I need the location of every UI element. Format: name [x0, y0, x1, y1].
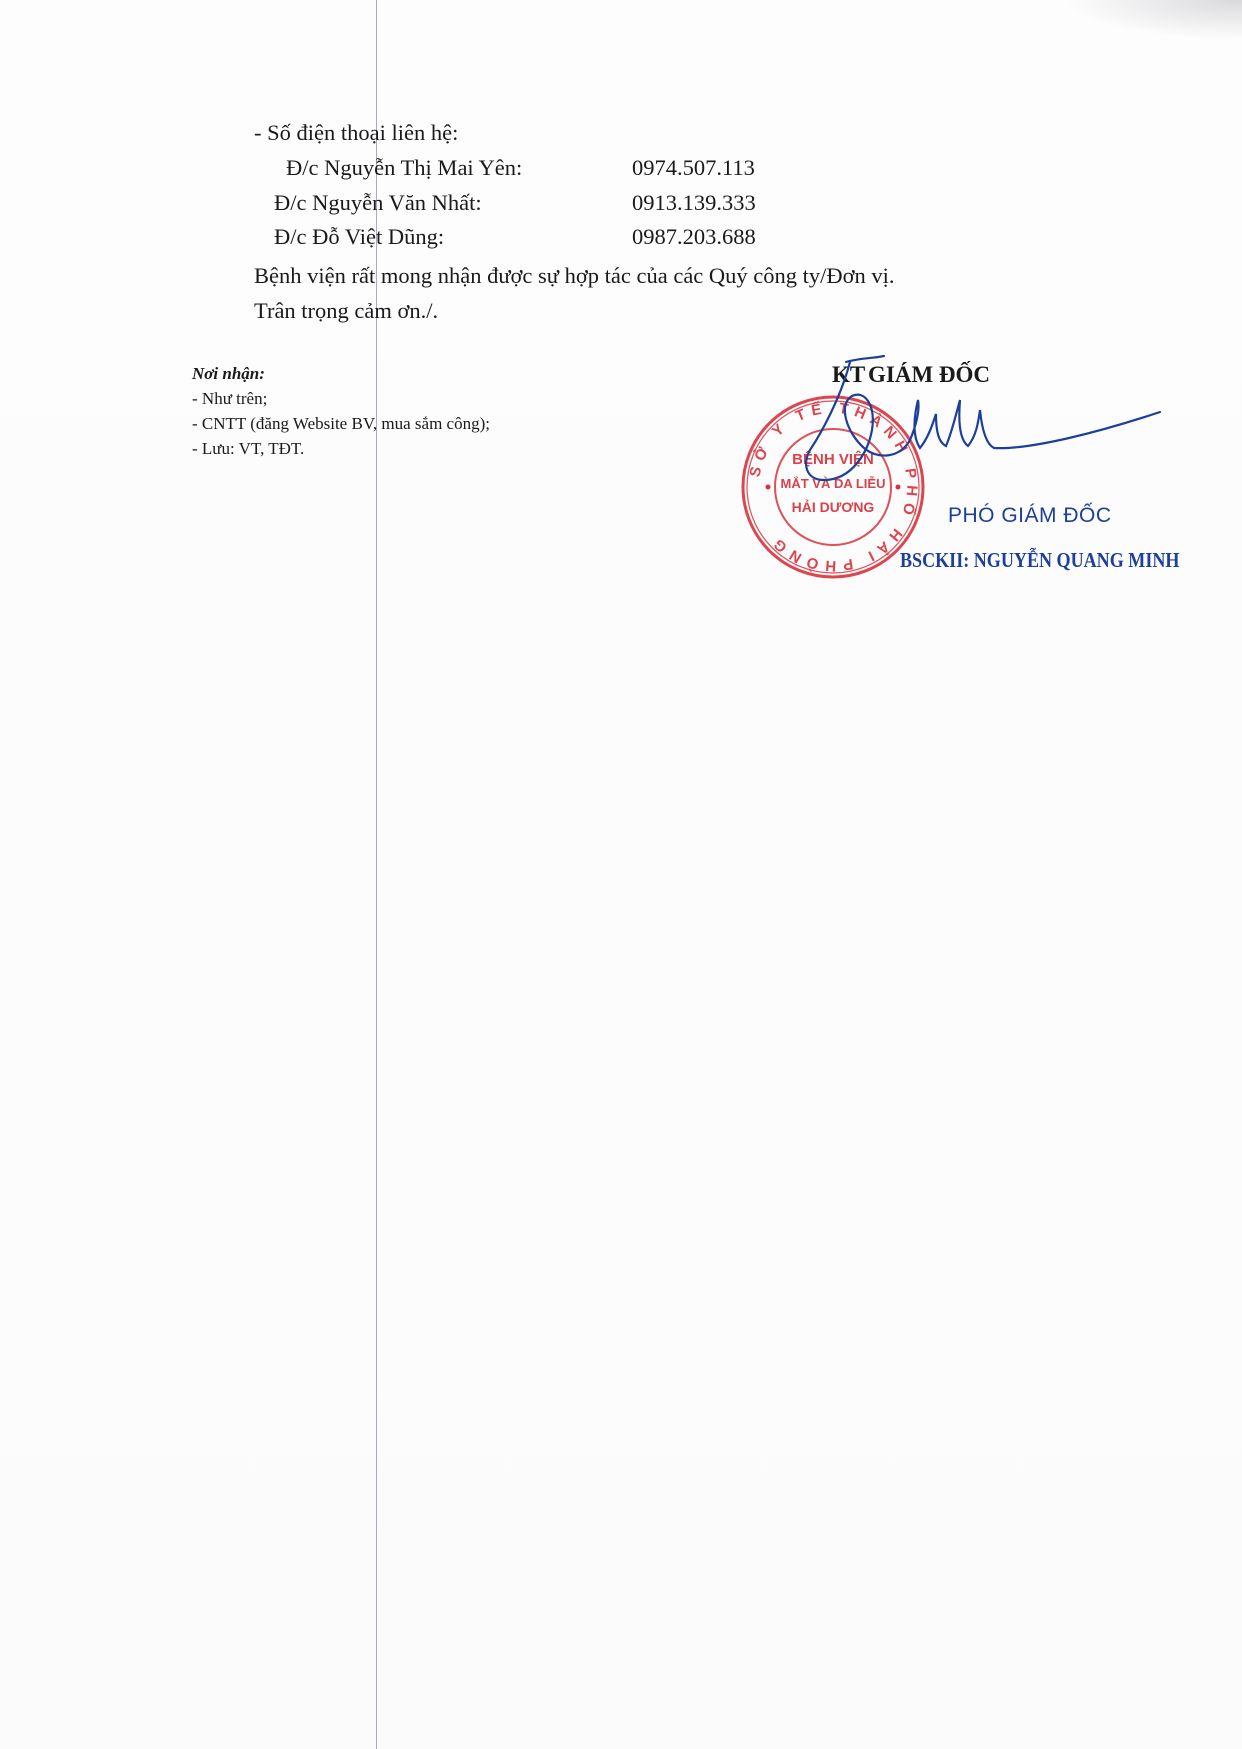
- contact-phone-1: 0974.507.113: [632, 155, 755, 180]
- cooperation-text: Bệnh viện rất mong nhận được sự hợp tác của các Quý công ty/Đơn vị.: [254, 263, 895, 288]
- handwritten-signature: [780, 340, 1200, 520]
- contact-heading: - Số điện thoại liên hệ:: [254, 120, 459, 145]
- recipients-title: Nơi nhận:: [192, 364, 265, 383]
- thanks-text: Trân trọng cảm ơn./.: [254, 298, 439, 323]
- stamp-line-1: BỆNH VIỆN: [792, 451, 874, 468]
- contact-name-2: Đ/c Nguyễn Văn Nhất:: [274, 190, 482, 215]
- signer-name: BSCKII: NGUYỄN QUANG MINH: [900, 548, 1180, 572]
- recipient-item: - Như trên;: [192, 389, 268, 408]
- scan-corner-shadow: [1062, 0, 1242, 40]
- signer-role: PHÓ GIÁM ĐỐC: [948, 504, 1112, 527]
- contact-phone-3: 0987.203.688: [632, 224, 756, 249]
- signature-title: GIÁM ĐỐC: [868, 362, 991, 387]
- recipient-item: - Lưu: VT, TĐT.: [192, 439, 305, 458]
- stamp-ring-text: SỞ Y TẾ THÀNH PHỐ HẢI PHÒNG: [746, 399, 921, 575]
- stamp-line-2: MẮT VÀ DA LIỄU: [780, 476, 886, 491]
- signature-prefix: KT: [832, 362, 866, 387]
- stamp-line-3: HẢI DƯƠNG: [791, 499, 875, 515]
- contact-name-1: Đ/c Nguyễn Thị Mai Yên:: [286, 155, 523, 180]
- contact-phone-2: 0913.139.333: [632, 190, 756, 215]
- recipient-item: - CNTT (đăng Website BV, mua sắm công);: [192, 414, 490, 433]
- contact-name-3: Đ/c Đỗ Việt Dũng:: [274, 224, 445, 249]
